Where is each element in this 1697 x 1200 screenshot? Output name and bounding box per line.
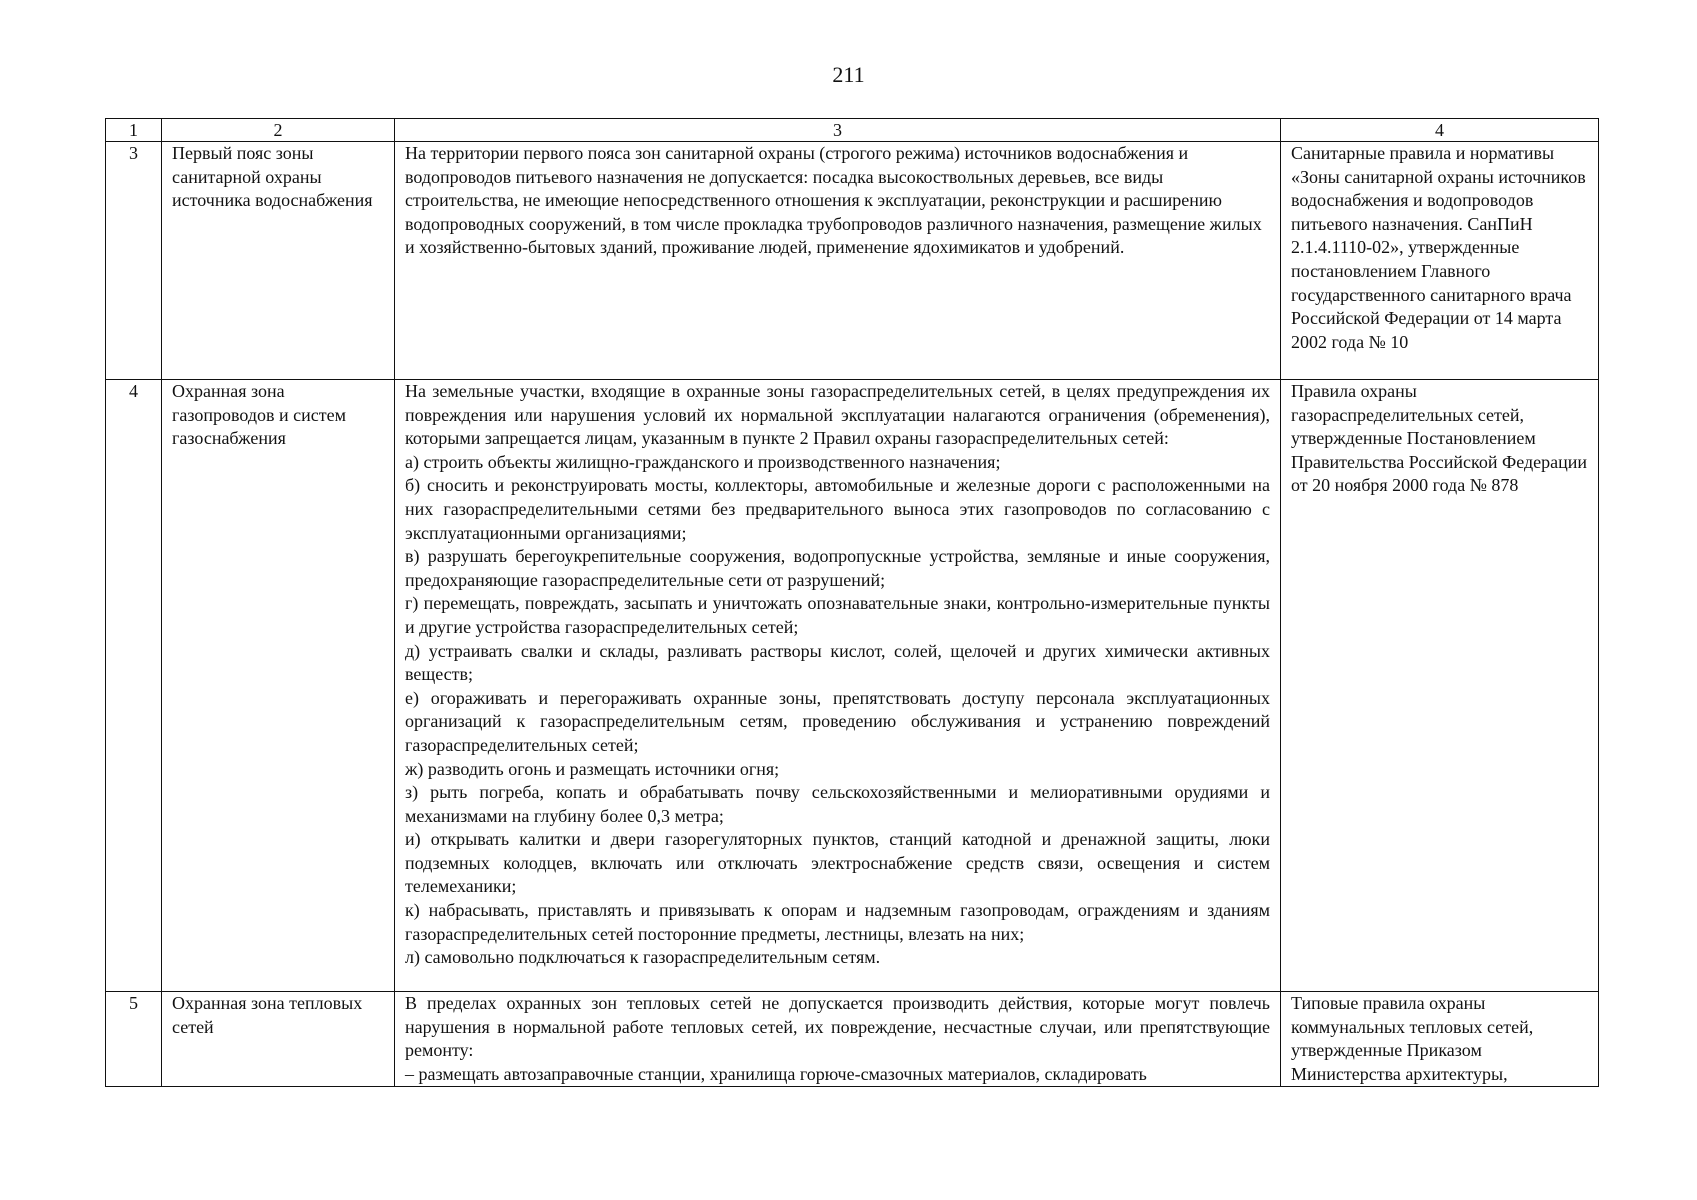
table-row — [106, 380, 1599, 992]
legal-basis: Правила охраны газораспределительных сетей, утвержденные Постановлением Правительства Российской Федерации от 20 ноября 2000 года № 878 — [1281, 380, 1599, 992]
table-row — [106, 992, 1599, 1087]
requirement-item: л) самовольно подключаться к газораспределительным сетям. — [405, 947, 881, 968]
requirement-item: к) набрасывать, приставлять и привязывать к опорам и надземным газопроводам, ограждениям и зданиям газораспределительных сетей посторонние предметы, лестницы, влезать на них; — [405, 900, 1270, 944]
requirement-item: и) открывать калитки и двери газорегуляторных пунктов, станций катодной и дренажной защиты, люки подземных колодцев, включать или отключать электроснабжение средств связи, освещения и систем телемеханики; — [405, 829, 1270, 897]
requirement-item: в) разрушать берегоукрепительные сооружения, водопропускные устройства, земляные и иные сооружения, предохраняющие газораспределительные сети от разрушений; — [405, 546, 1270, 590]
requirement-paragraph: На земельные участки, входящие в охранные зоны газораспределительных сетей, в целях предупреждения их повреждения или нарушения условий их нормальной эксплуатации налагаются ограничения (обременения), которыми запрещается лицам, указанным в пункте 2 Правил охраны газораспределительных сетей: — [405, 381, 1270, 449]
row-number: 5 — [106, 992, 162, 1087]
row-number: 4 — [106, 380, 162, 992]
column-header-4: 4 — [1281, 119, 1599, 142]
zone-requirements — [395, 380, 1281, 992]
requirement-item: – размещать автозаправочные станции, хранилища горюче-смазочных материалов, складировать — [405, 1063, 1147, 1084]
zones-table — [105, 118, 1599, 1087]
zone-name: Первый пояс зоны санитарной охраны источника водоснабжения — [162, 142, 395, 380]
legal-basis: Типовые правила охраны коммунальных тепловых сетей, утвержденные Приказом Министерства архитектуры, — [1281, 992, 1599, 1087]
requirement-item: з) рыть погреба, копать и обрабатывать почву сельскохозяйственными и мелиоративными орудиями и механизмами на глубину более 0,3 метра; — [405, 782, 1270, 826]
column-header-3: 3 — [395, 119, 1281, 142]
requirement-item: д) устраивать свалки и склады, разливать растворы кислот, солей, щелочей и других химически активных веществ; — [405, 640, 1270, 685]
requirement-item: г) перемещать, повреждать, засыпать и уничтожать опознавательные знаки, контрольно-измерительные пункты и другие устройства газораспределительных сетей; — [405, 593, 1270, 637]
requirement-paragraph: На территории первого пояса зон санитарной охраны (строгого режима) источников водоснабжения и водопроводов питьевого назначения не допускается: посадка высокоствольных деревьев, все виды строительства, не имеющие непосредственного отношения к эксплуатации, реконструкции и расширению водопроводных сооружений, в том числе прокладка трубопроводов различного назначения, размещение жилых и хозяйственно-бытовых зданий, проживание людей, применение ядохимикатов и удобрений. — [405, 143, 1262, 258]
zone-requirements — [395, 992, 1281, 1087]
row-number: 3 — [106, 142, 162, 380]
requirement-item: а) строить объекты жилищно-гражданского и производственного назначения; — [405, 451, 1001, 472]
column-header-2: 2 — [162, 119, 395, 142]
column-header-1: 1 — [106, 119, 162, 142]
requirement-item: б) сносить и реконструировать мосты, коллекторы, автомобильные и железные дороги с расположенными на них газораспределительными сетями без предварительного выноса этих газопроводов по согласованию с эксплуатационными организациями; — [405, 475, 1270, 543]
zone-name: Охранная зона газопроводов и систем газоснабжения — [162, 380, 395, 992]
table-row — [106, 142, 1599, 380]
legal-basis: Санитарные правила и нормативы «Зоны санитарной охраны источников водоснабжения и водопроводов питьевого назначения. СанПиН 2.1.4.1110-02», утвержденные постановлением Главного государственного санитарного врача Российской Федерации от 14 марта 2002 года № 10 — [1281, 142, 1599, 380]
requirement-paragraph: В пределах охранных зон тепловых сетей не допускается производить действия, которые могут повлечь нарушения в нормальной работе тепловых сетей, их повреждение, несчастные случаи, или препятствующие ремонту: — [405, 993, 1270, 1061]
page-number: 211 — [832, 62, 865, 87]
requirement-item: е) огораживать и перегораживать охранные зоны, препятствовать доступу персонала эксплуатационных организаций к газораспределительным сетям, проведению обслуживания и устранению повреждений газораспределительных сетей; — [405, 687, 1270, 755]
zone-name: Охранная зона тепловых сетей — [162, 992, 395, 1087]
requirement-item: ж) разводить огонь и размещать источники огня; — [405, 758, 780, 779]
zone-requirements — [395, 142, 1281, 380]
table-header-row — [106, 119, 1599, 142]
